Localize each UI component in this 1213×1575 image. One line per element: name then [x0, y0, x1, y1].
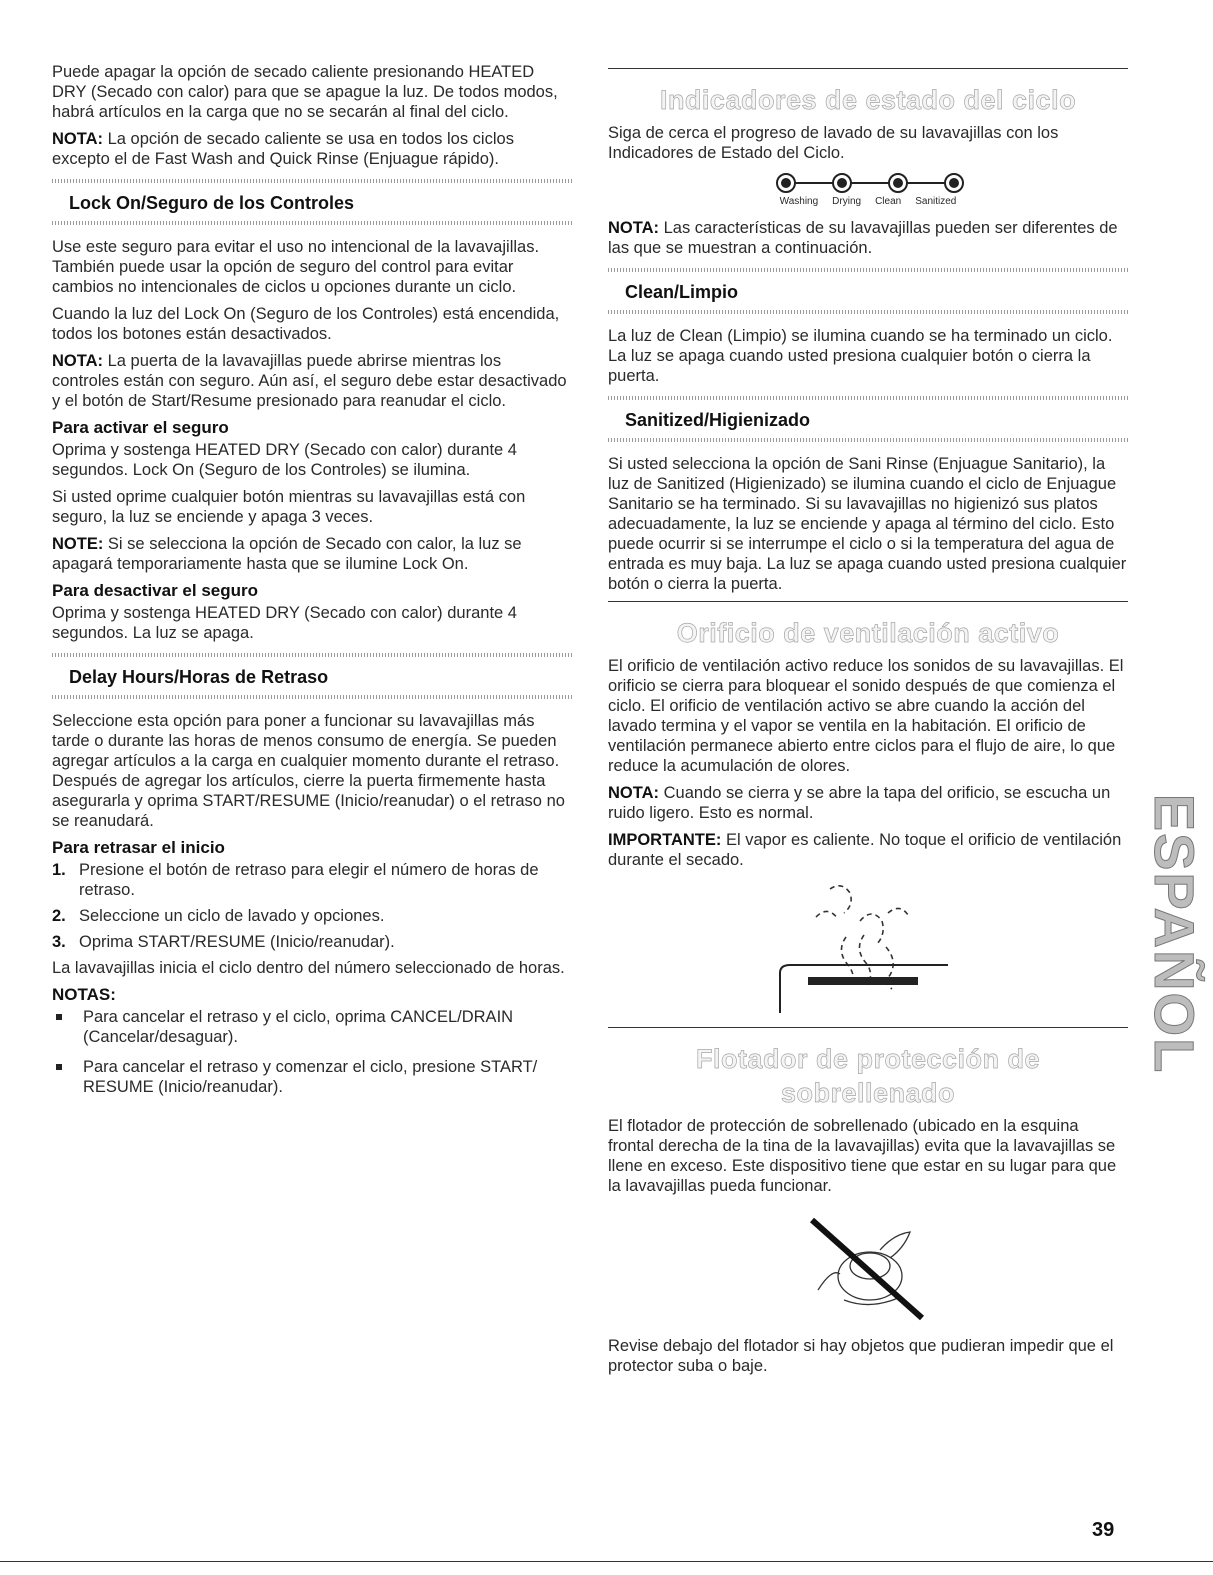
list-item: [52, 1007, 572, 1047]
delay-after-steps: La lavavajillas inicia el ciclo dentro del número seleccionado de horas.: [52, 959, 565, 977]
lock-section-title: Lock On/Seguro de los Controles: [69, 193, 355, 213]
note-text: La puerta de la lavavajillas puede abrirse mientras los controles están con seguro. Aún así, el seguro debe estar desactivado y el botón de Start/Resume presionado para reanudar el ciclo.: [52, 352, 567, 410]
divider: [52, 695, 572, 699]
delay-section-header: [52, 653, 572, 699]
left-column: [52, 62, 572, 1107]
note-label: NOTA:: [52, 352, 104, 370]
note-text: Cuando se cierra y se abre la tapa del orificio, se escucha un ruido ligero. Esto es normal.: [608, 784, 1111, 822]
activate-lock-paragraph-2: Si usted oprime cualquier botón mientras su lavavajillas está con seguro, la luz se enciende y apaga 3 veces.: [52, 488, 526, 526]
vent-section-title: Orificio de ventilación activo: [676, 618, 1060, 648]
section-rule: [608, 68, 1128, 69]
bullet-square-icon: [56, 1014, 62, 1020]
important-label: IMPORTANTE:: [608, 831, 722, 849]
footer-rule: [0, 1561, 1213, 1562]
section-rule: [608, 601, 1128, 602]
delay-start-heading: Para retrasar el inicio: [52, 838, 225, 857]
lock-paragraph-2: Cuando la luz del Lock On (Seguro de los Controles) está encendida, todos los botones están desactivados.: [52, 305, 560, 343]
indicator-label-sanitized: Sanitized: [915, 196, 957, 207]
section-rule: [608, 1027, 1128, 1028]
language-side-tab: [1143, 793, 1206, 1075]
note-label: NOTA:: [608, 219, 660, 237]
sanitized-paragraph: Si usted selecciona la opción de Sani Rinse (Enjuague Sanitario), la luz de Sanitized (Higienizado) se ilumina cuando el ciclo de Enjuague Sanitario se ha terminado. Si su lavavajillas no higienizó sus platos adecuadamente, la luz se enciende y apaga al término del ciclo. Esto puede ocurrir si se interrumpe el ciclo o si la temperatura del agua de entrada es muy baja. La luz se apaga cuando usted presiona cualquier botón o cierra la puerta.: [608, 455, 1127, 593]
note-text: Si se selecciona la opción de Secado con calor, la luz se apagará temporariamente hasta que se ilumine Lock On.: [52, 535, 522, 573]
clean-section-header: [608, 268, 1128, 314]
note-text: La opción de secado caliente se usa en todos los ciclos excepto el de Fast Wash and Quick Rinse (Enjuague rápido).: [52, 130, 514, 168]
note-text: Las características de su lavavajillas pueden ser diferentes de las que se muestran a continuación.: [608, 219, 1118, 257]
delay-paragraph: Seleccione esta opción para poner a funcionar su lavavajillas más tarde o durante las horas de menos consumo de energía. Se pueden agregar artículos a la carga en cualquier momento durante el retraso. Después de agregar los artículos, cierre la puerta firmemente hasta asegurarla y oprima START/RESUME (Inicio/reanudar) o el retraso no se reanudará.: [52, 712, 565, 830]
status-paragraph: Siga de cerca el progreso de lavado de su lavavajillas con los Indicadores de Estado del Ciclo.: [608, 124, 1059, 162]
step-number: 2.: [52, 907, 66, 925]
lock-paragraph-1: Use este seguro para evitar el uso no intencional de la lavavajillas. También puede usar la opción de seguro del control para evitar cambios no intencionales de ciclos u opciones durante un ciclo.: [52, 238, 540, 296]
indicator-label-washing: Washing: [779, 196, 819, 207]
note-label: NOTE:: [52, 535, 104, 553]
step-text: Presione el botón de retraso para elegir el número de horas de retraso.: [79, 861, 539, 899]
delay-section-title: Delay Hours/Horas de Retraso: [69, 667, 329, 687]
step-text: Seleccione un ciclo de lavado y opciones.: [79, 907, 385, 925]
sanitized-section-header: [608, 396, 1128, 442]
clean-section-title: Clean/Limpio: [625, 282, 739, 302]
activate-lock-heading: Para activar el seguro: [52, 418, 229, 437]
indicator-label-drying: Drying: [832, 196, 862, 207]
page-number: 39: [1092, 1519, 1115, 1541]
delay-steps: [52, 860, 572, 952]
indicator-lights-icon: [758, 170, 978, 196]
lock-note-2: [52, 534, 572, 574]
note-label: NOTA:: [52, 130, 104, 148]
deactivate-lock-heading: Para desactivar el seguro: [52, 581, 259, 600]
list-item: [52, 906, 572, 926]
vent-note: [608, 783, 1128, 823]
bullet-text: Para cancelar el retraso y el ciclo, oprima CANCEL/DRAIN (Cancelar/desaguar).: [83, 1008, 514, 1046]
divider: [608, 438, 1128, 442]
delay-notes-heading: NOTAS:: [52, 985, 116, 1004]
steam-vent-illustration-icon: [768, 877, 968, 1013]
indicator-label-clean: Clean: [875, 196, 902, 207]
list-item: [52, 1057, 572, 1097]
float-paragraph-2: Revise debajo del flotador si hay objetos que pudieran impedir que el protector suba o baje.: [608, 1337, 1114, 1375]
vent-important: [608, 830, 1128, 870]
right-column: [608, 62, 1128, 1383]
step-text: Oprima START/RESUME (Inicio/reanudar).: [79, 933, 395, 951]
intro-paragraph: Puede apagar la opción de secado caliente presionando HEATED DRY (Secado con calor) para que se apague la luz. De todos modos, habrá artículos en la carga que no se secarán al final del ciclo.: [52, 63, 558, 121]
sanitized-section-title: Sanitized/Higienizado: [625, 410, 811, 430]
lock-note: [52, 351, 572, 411]
intro-note: [52, 129, 572, 169]
divider: [52, 221, 572, 225]
indicator-labels: [608, 196, 1128, 208]
list-item: [52, 932, 572, 952]
important-text: El vapor es caliente. No toque el orificio de ventilación durante el secado.: [608, 831, 1122, 869]
bullet-text: Para cancelar el retraso y comenzar el ciclo, presione START/ RESUME (Inicio/reanudar).: [83, 1058, 538, 1096]
bullet-square-icon: [56, 1064, 62, 1070]
delay-notes-list: [52, 1007, 572, 1097]
step-number: 1.: [52, 861, 66, 879]
note-label: NOTA:: [608, 784, 660, 802]
status-note: [608, 218, 1128, 258]
status-section-title: Indicadores de estado del ciclo: [659, 85, 1077, 115]
deactivate-lock-paragraph: Oprima y sostenga HEATED DRY (Secado con calor) durante 4 segundos. La luz se apaga.: [52, 604, 517, 642]
clean-paragraph: La luz de Clean (Limpio) se ilumina cuando se ha terminado un ciclo. La luz se apaga cuando usted presiona cualquier botón o cierra la puerta.: [608, 327, 1113, 385]
lock-section-header: [52, 179, 572, 225]
activate-lock-paragraph: Oprima y sostenga HEATED DRY (Secado con calor) durante 4 segundos. Lock On (Seguro de los Controles) se ilumina.: [52, 441, 517, 479]
vent-paragraph: El orificio de ventilación activo reduce los sonidos de su lavavajillas. El orificio se cierra para bloquear el sonido después de que comienza el ciclo. El orificio de ventilación activo se abre cuando la acción del lavado termina y el vapor se ventila en la habitación. El orificio de ventilación permanece abierto entre ciclos para el flujo de aire, lo que reduce la acumulación de olores.: [608, 657, 1124, 775]
cycle-status-indicators: [608, 170, 1128, 208]
divider: [608, 310, 1128, 314]
list-item: [52, 860, 572, 900]
step-number: 3.: [52, 933, 66, 951]
language-tab-label: ESPAÑOL: [1143, 793, 1206, 1075]
float-paragraph: El flotador de protección de sobrellenado (ubicado en la esquina frontal derecha de la tina de la lavavajillas) evita que la lavavajillas se llene en exceso. Este dispositivo tiene que estar en su lugar para que la lavavajillas pueda funcionar.: [608, 1117, 1117, 1195]
float-illustration-icon: [798, 1214, 938, 1324]
float-section-title: Flotador de protección de sobrellenado: [695, 1044, 1041, 1108]
